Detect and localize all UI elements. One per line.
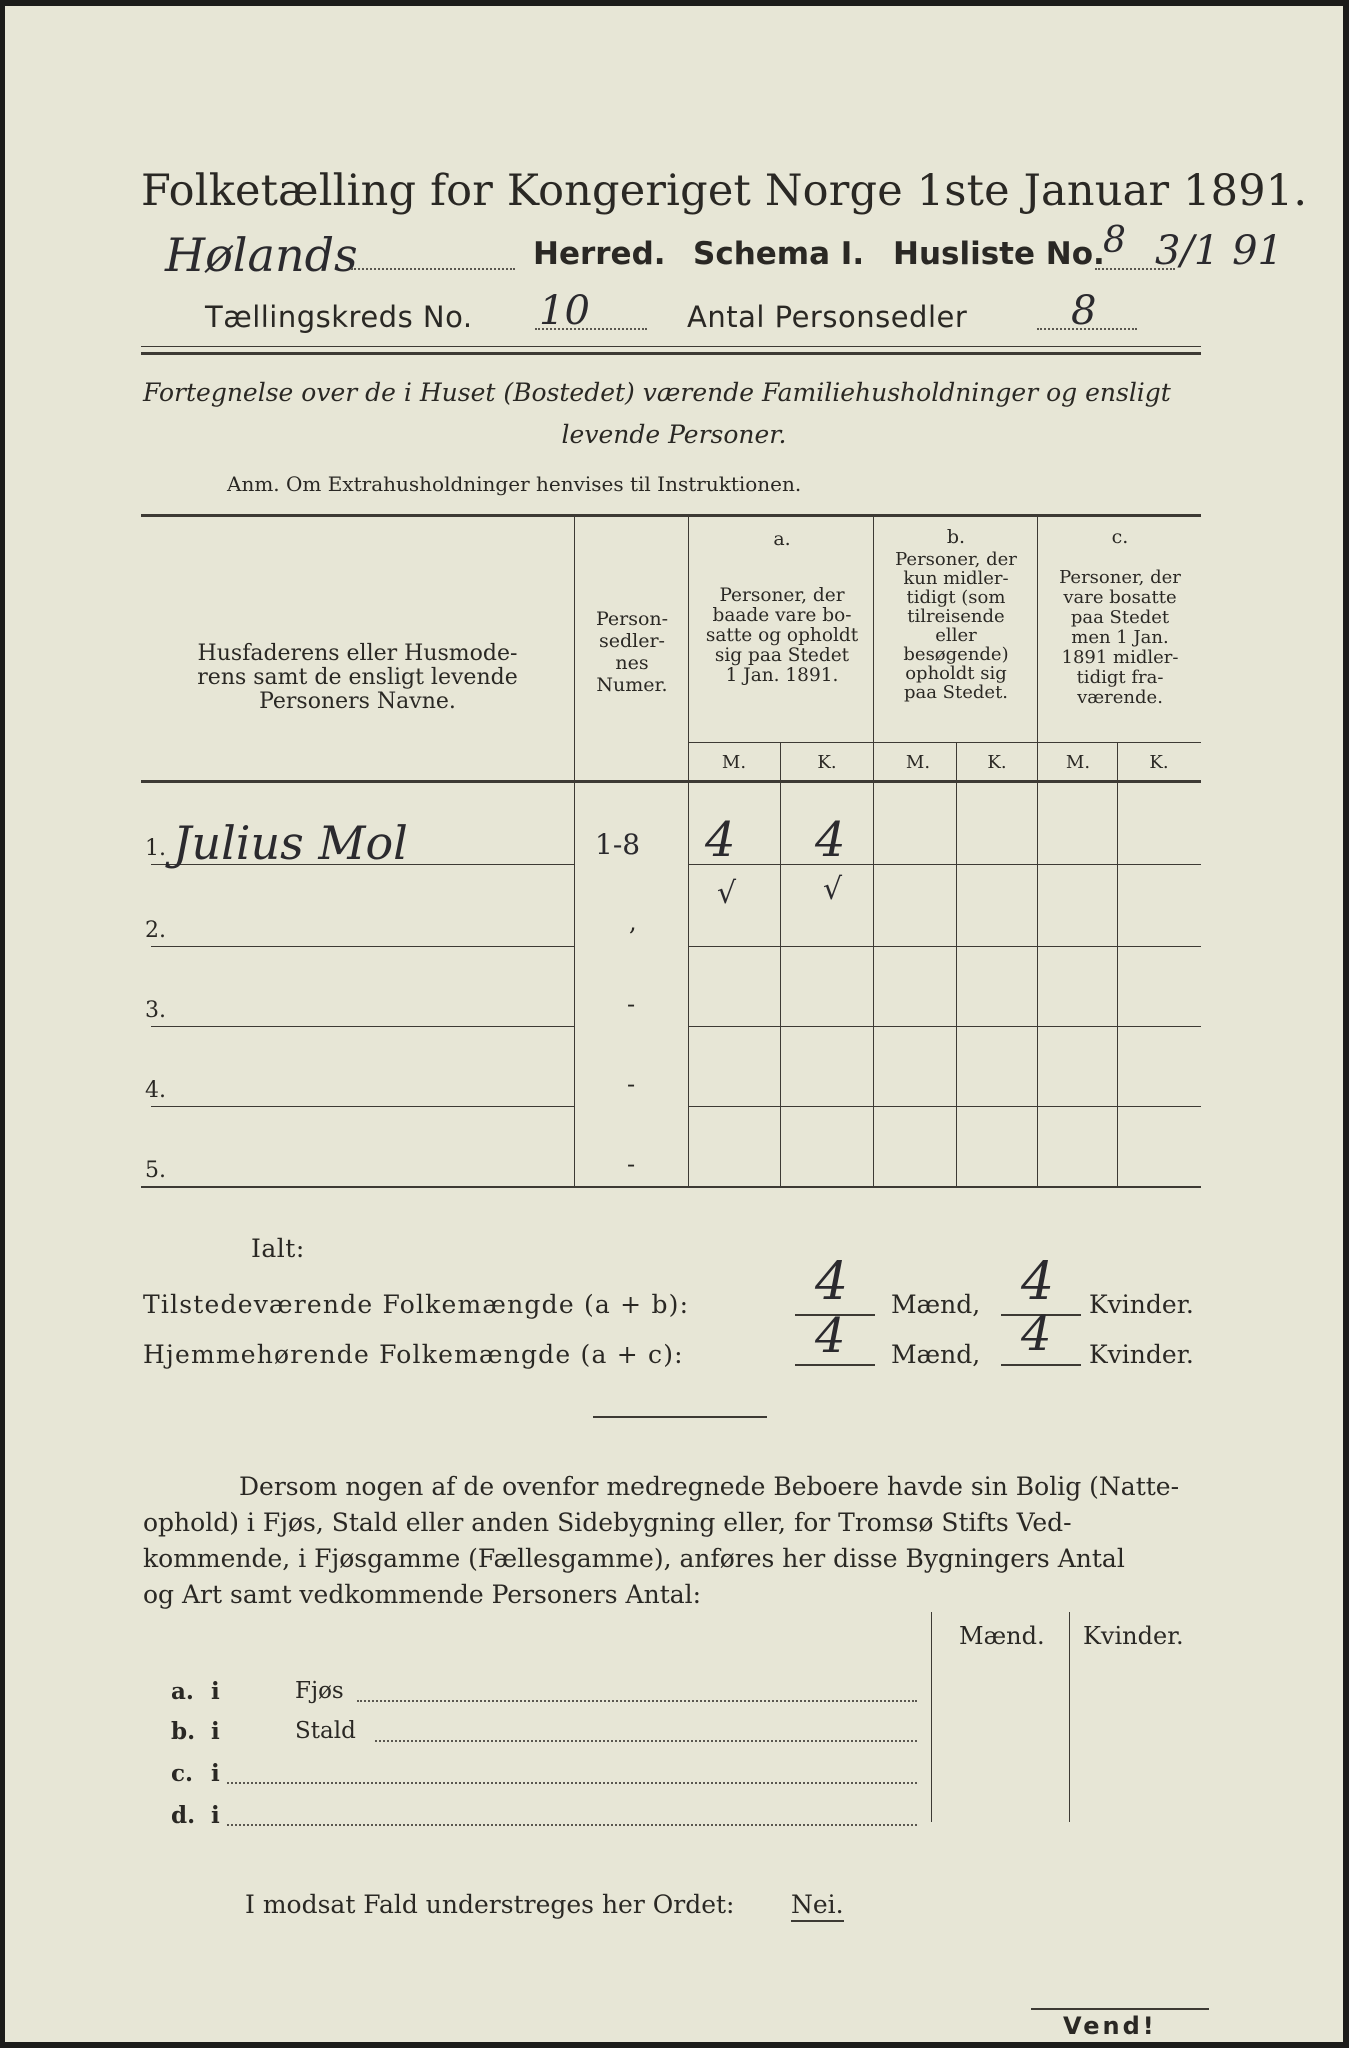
c-k-label: K.	[1149, 752, 1169, 773]
col-b-header: Personer, der kun midler- tidigt (som tilreisende eller besøgende) opholdt sig paa Stedet.	[895, 549, 1017, 703]
col-divider-c-mk	[1117, 742, 1118, 1186]
nei-word: Nei.	[791, 1890, 844, 1922]
vend-text: Vend!	[1063, 2012, 1157, 2040]
item-c-i: i	[211, 1760, 220, 1787]
tilstede-kvinder-word: Kvinder.	[1089, 1290, 1194, 1319]
b-m-label: M.	[905, 752, 931, 773]
kreds-value: 10	[539, 288, 590, 334]
row-1-line-right	[688, 864, 1201, 865]
table-header-bottom-rule	[141, 780, 1201, 783]
col-c-letter: c.	[1111, 526, 1129, 548]
section-separator	[593, 1416, 767, 1418]
row-2-numer: ,	[629, 908, 637, 936]
row-1-check-m: √	[717, 876, 737, 911]
row-1-name: Julius Mol	[173, 816, 408, 870]
col-divider-b	[873, 516, 874, 1186]
row-5-numer: -	[627, 1150, 636, 1178]
row-1-numer: 1-8	[595, 828, 641, 861]
col-a-header: Personer, der baade vare bo- satte og opholdt sig paa Stedet 1 Jan. 1891.	[705, 585, 859, 686]
para-line-3: kommende, i Fjøsgamme (Fællesgamme), anføres her disse Bygningers Antal	[143, 1544, 1125, 1573]
row-1-a-k: 4	[815, 812, 846, 868]
item-b-text: Stald	[295, 1718, 356, 1744]
item-d-dots	[227, 1824, 917, 1826]
building-col-divider-2	[1069, 1612, 1070, 1822]
hjemme-kvinder: 4	[1021, 1306, 1052, 1362]
tilstede-maend-word: Mænd,	[891, 1290, 981, 1319]
hjemme-maend-word: Mænd,	[891, 1340, 981, 1369]
a-m-label: M.	[721, 752, 747, 773]
row-3-line	[151, 1026, 575, 1027]
item-a-dots	[357, 1700, 917, 1702]
personsedler-value: 8	[1071, 288, 1097, 334]
row-1-num: 1.	[145, 836, 166, 861]
building-maend-head: Mænd.	[959, 1622, 1045, 1650]
col-a-letter: a.	[773, 528, 791, 550]
a-k-label: K.	[817, 752, 837, 773]
kreds-label: Tællingskreds No.	[205, 300, 473, 334]
row-3-numer: -	[627, 990, 636, 1018]
col-divider-c	[1037, 516, 1038, 1186]
row-5-num: 5.	[145, 1158, 166, 1183]
row-1-check-k: √	[823, 872, 843, 907]
item-a-letter: a.	[171, 1678, 194, 1705]
item-b-dots	[375, 1740, 917, 1742]
herred-dotted-line	[351, 268, 515, 270]
item-a-text: Fjøs	[295, 1678, 344, 1704]
row-2-num: 2.	[145, 918, 166, 943]
item-b-letter: b.	[171, 1718, 196, 1745]
personsedler-label: Antal Personsedler	[687, 300, 968, 334]
row-4-numer: -	[627, 1070, 636, 1098]
row-3-num: 3.	[145, 998, 166, 1023]
c-m-label: M.	[1065, 752, 1091, 773]
herred-label: Herred.	[533, 236, 666, 272]
row-1-a-m: 4	[705, 812, 736, 868]
intro-line-2: levende Personer.	[561, 420, 787, 449]
tilstede-kvinder: 4	[1021, 1252, 1055, 1312]
item-d-i: i	[211, 1802, 220, 1829]
anm-note: Anm. Om Extrahusholdninger henvises til Instruktionen.	[227, 472, 802, 496]
para-line-4: og Art samt vedkommende Personers Antal:	[143, 1580, 702, 1609]
col-name-header: Husfaderens eller Husmode- rens samt de ensligt levende Personers Navne.	[197, 641, 518, 714]
building-kvinder-head: Kvinder.	[1083, 1622, 1184, 1650]
item-c-dots	[227, 1782, 917, 1784]
personsedler-dotted-line	[1037, 328, 1137, 330]
col-divider-numer	[574, 516, 575, 1186]
census-form-sheet	[5, 6, 1343, 2042]
ialt-label: Ialt:	[251, 1234, 305, 1263]
b-k-label: K.	[987, 752, 1007, 773]
para-line-2: ophold) i Fjøs, Stald eller anden Sidebygning eller, for Tromsø Stifts Ved-	[143, 1508, 1072, 1537]
hjemme-kvinder-line	[1001, 1364, 1081, 1366]
row-4-line	[151, 1106, 575, 1107]
header-rule-bottom	[141, 352, 1201, 355]
tilstede-maend: 4	[815, 1252, 849, 1312]
form-title: Folketælling for Kongeriget Norge 1ste Januar 1891.	[141, 166, 1308, 216]
item-d-letter: d.	[171, 1802, 196, 1829]
hjemme-maend: 4	[815, 1308, 846, 1364]
husliste-date: 3/1 91	[1155, 228, 1283, 274]
hjemme-kvinder-word: Kvinder.	[1089, 1340, 1194, 1369]
item-a-i: i	[211, 1678, 220, 1705]
col-numer-header: Person- sedler- nes Numer.	[595, 608, 669, 696]
hjemme-label: Hjemmehørende Folkemængde (a + c):	[143, 1340, 684, 1369]
col-divider-b-mk	[956, 742, 957, 1186]
kreds-dotted-line	[535, 328, 647, 330]
husliste-dotted-line	[1095, 268, 1175, 270]
row-4-line-right	[688, 1106, 1201, 1107]
table-top-rule	[141, 514, 1201, 517]
intro-line-1: Fortegnelse over de i Huset (Bostedet) værende Familiehusholdninger og ensligt	[143, 378, 1171, 407]
table-bottom-rule	[141, 1186, 1201, 1188]
mk-top-rule	[688, 742, 1201, 743]
husliste-value: 8	[1103, 220, 1126, 261]
husliste-label: Husliste No.	[893, 236, 1105, 272]
header-rule-top	[141, 346, 1201, 347]
item-b-i: i	[211, 1718, 220, 1745]
row-2-line	[151, 946, 575, 947]
col-divider-a	[688, 516, 689, 1186]
vend-rule	[1031, 2008, 1209, 2010]
schema-label: Schema I.	[693, 236, 865, 272]
herred-value: Hølands	[165, 228, 358, 282]
row-3-line-right	[688, 1026, 1201, 1027]
row-2-line-right	[688, 946, 1201, 947]
col-c-header: Personer, der vare bosatte paa Stedet men 1 Jan. 1891 midler- tidigt fra- værende.	[1059, 567, 1181, 708]
para-line-1: Dersom nogen af de ovenfor medregnede Beboere havde sin Bolig (Natte-	[239, 1472, 1180, 1501]
building-col-divider-1	[931, 1612, 932, 1822]
col-b-letter: b.	[946, 526, 966, 548]
item-c-letter: c.	[171, 1760, 194, 1787]
tilstede-label: Tilstedeværende Folkemængde (a + b):	[143, 1290, 690, 1319]
hjemme-maend-line	[795, 1364, 875, 1366]
col-divider-a-mk	[780, 742, 781, 1186]
row-4-num: 4.	[145, 1078, 166, 1103]
modsat-text: I modsat Fald understreges her Ordet:	[245, 1890, 735, 1919]
